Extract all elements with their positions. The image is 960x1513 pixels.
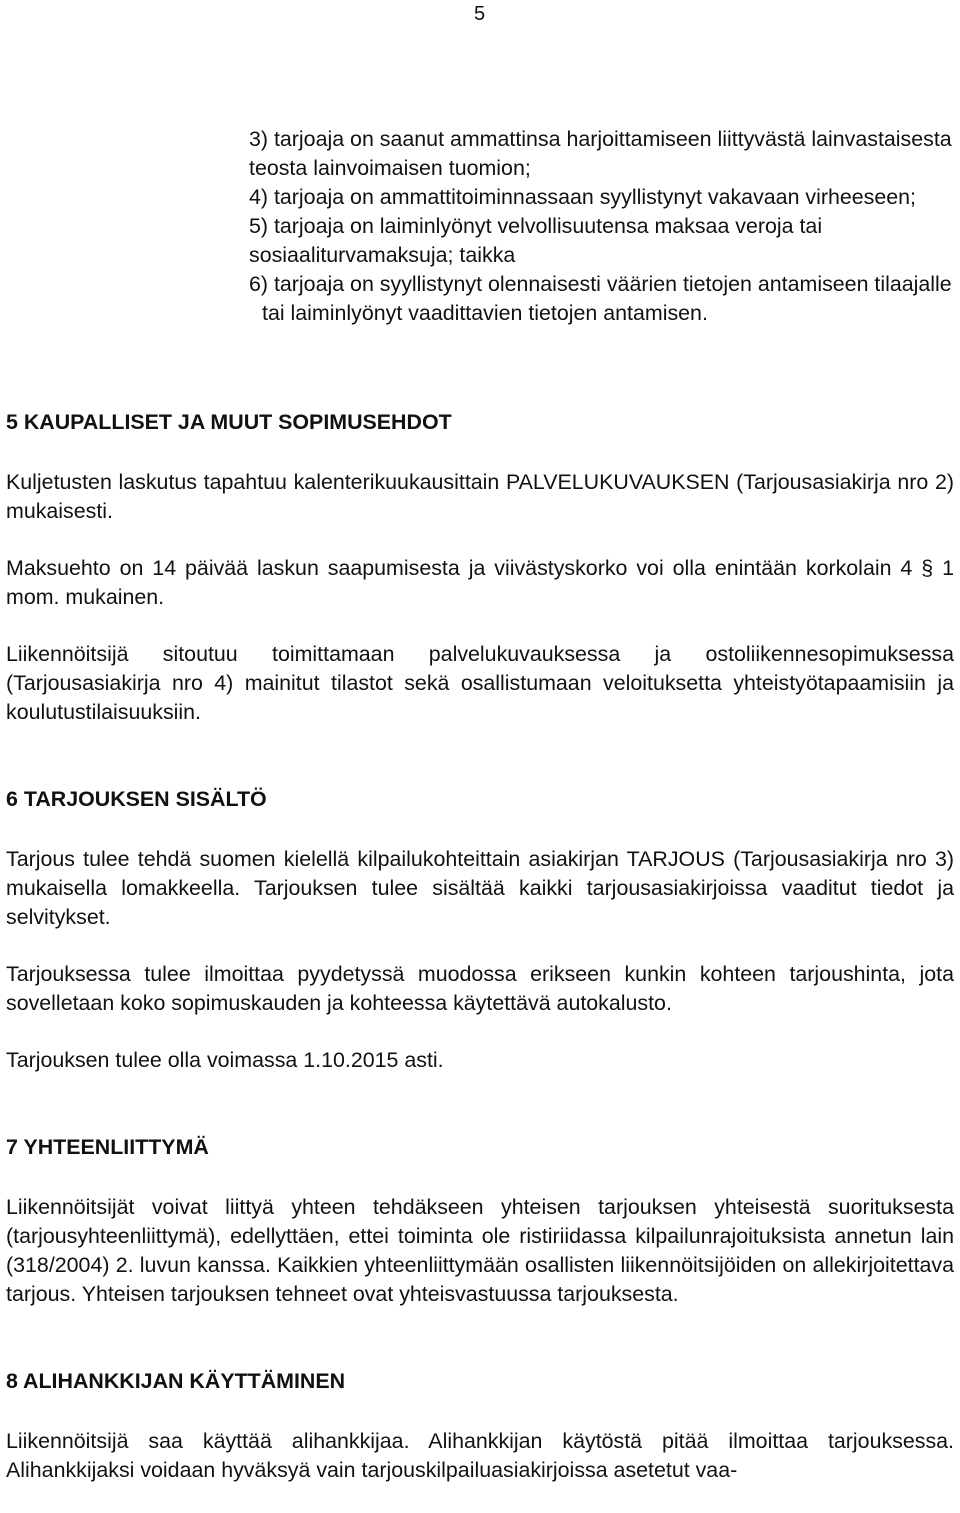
document-body <box>6 408 954 1485</box>
paragraph: Kuljetusten laskutus tapahtuu kalenterikuukausittain PALVELUKUVAUKSEN (Tarjousasiakirja nro 2) mukaisesti. <box>6 470 954 523</box>
paragraph: Tarjous tulee tehdä suomen kielellä kilpailukohteittain asiakirjan TARJOUS (Tarjousasiakirja nro 3) mukaisella lomakkeella. Tarjouksen tulee sisältää kaikki tarjousasiakirjoissa vaaditut tiedot ja selvitykset. <box>6 847 954 929</box>
section-heading: 5 KAUPALLISET JA MUUT SOPIMUSEHDOT <box>6 410 452 434</box>
section-heading: 7 YHTEENLIITTYMÄ <box>6 1135 209 1159</box>
paragraph: Liikennöitsijät voivat liittyä yhteen tehdäkseen yhteisen tarjouksen yhteisestä suorituksesta (tarjousyhteenliittymä), edellyttäen, ettei toiminta ole ristiriidassa kilpailunrajoituksista annetun lain (318/2004) 2. luvun kanssa. Kaikkien yhteenliittymään osallisten liikennöitsijöiden on allekirjoitettava tarjous. Yhteisen tarjouksen tehneet ovat yhteisvastuussa tarjouksesta. <box>6 1195 954 1306</box>
list-item: 5) tarjoaja on laiminlyönyt velvollisuutensa maksaa veroja tai sosiaaliturvamaksuja; taikka <box>249 214 823 267</box>
paragraph: Liikennöitsijä saa käyttää alihankkijaa. Alihankkijan käytöstä pitää ilmoittaa tarjouksessa. Alihankkijaksi voidaan hyväksyä vain tarjouskilpailuasiakirjoissa asetetut vaa- <box>6 1429 954 1482</box>
list-item: 4) tarjoaja on ammattitoiminnassaan syyllistynyt vakavaan virheeseen; <box>249 185 916 209</box>
page-number: 5 <box>474 3 486 25</box>
paragraph: Tarjouksessa tulee ilmoittaa pyydetyssä muodossa erikseen kunkin kohteen tarjoushinta, jota sovelletaan koko sopimuskauden ja kohteessa käytettävä autokalusto. <box>6 962 954 1015</box>
section-heading: 8 ALIHANKKIJAN KÄYTTÄMINEN <box>6 1369 346 1393</box>
paragraph: Tarjouksen tulee olla voimassa 1.10.2015 asti. <box>6 1048 444 1072</box>
list-item: 3) tarjoaja on saanut ammattinsa harjoittamiseen liittyvästä lainvastaisesta teosta lainvoimaisen tuomion; <box>249 127 952 180</box>
paragraph: Maksuehto on 14 päivää laskun saapumisesta ja viivästyskorko voi olla enintään korkolain 4 § 1 mom. mukainen. <box>6 556 954 609</box>
list-item: 6) tarjoaja on syyllistynyt olennaisesti väärien tietojen antamiseen tilaajalle tai laiminlyönyt vaadittavien tietojen antamisen. <box>249 272 952 325</box>
section-heading: 6 TARJOUKSEN SISÄLTÖ <box>6 787 267 811</box>
paragraph: Liikennöitsijä sitoutuu toimittamaan palvelukuvauksessa ja ostoliikennesopimuksessa (Tarjousasiakirja nro 4) mainitut tilastot sekä osallistumaan veloituksetta yhteistyötapaamisiin ja koulutustilaisuuksiin. <box>6 642 954 724</box>
requirements-list <box>249 125 960 328</box>
